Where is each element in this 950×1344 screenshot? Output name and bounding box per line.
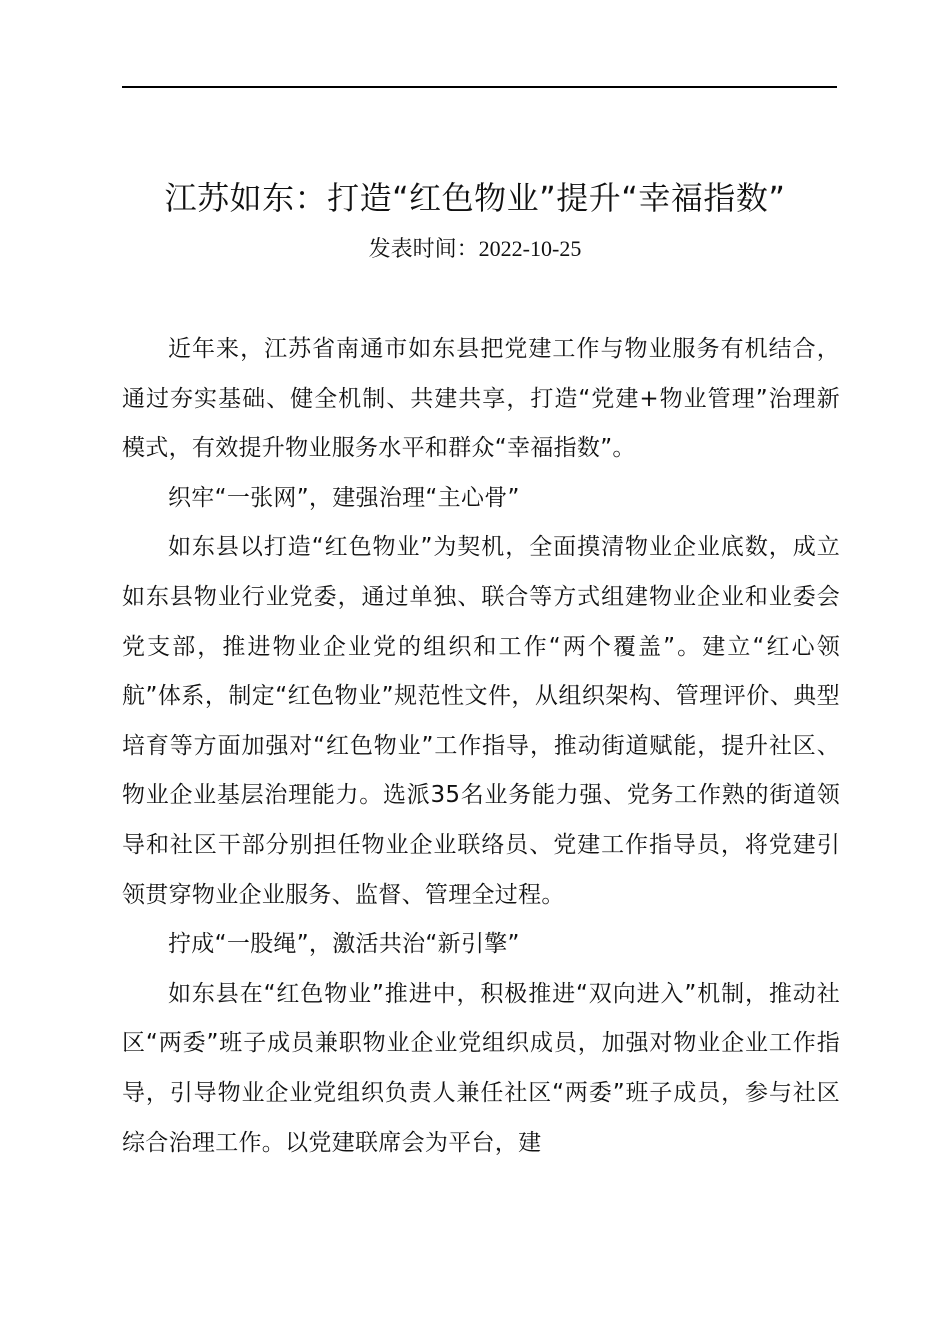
section-heading-2: 拧成“一股绳”，激活共治“新引擎”: [168, 931, 520, 958]
date-label: 发表时间：: [368, 237, 479, 262]
section-heading-1: 织牢“一张网”，建强治理“主心骨”: [168, 484, 520, 511]
article-body: [122, 325, 840, 1168]
paragraph-intro: 近年来，江苏省南通市如东县把党建工作与物业服务有机结合，通过夯实基础、健全机制、共建共享，打造“党建+物业管理”治理新模式，有效提升物业服务水平和群众“幸福指数”。: [122, 336, 840, 462]
header-rule: [122, 86, 837, 88]
paragraph-section-1: 如东县以打造“红色物业”为契机，全面摸清物业企业底数，成立如东县物业行业党委，通过单独、联合等方式组建物业企业和业委会党支部，推进物业企业党的组织和工作“两个覆盖”。建立“红心领航”体系，制定“红色物业”规范性文件，从组织架构、管理评价、典型培育等方面加强对“红色物业”工作指导，推动街道赋能，提升社区、物业企业基层治理能力。选派35名业务能力强、党务工作熟的街道领导和社区干部分别担任物业企业联络员、党建工作指导员，将党建引领贯穿物业企业服务、监督、管理全过程。: [122, 534, 840, 908]
article-title: 江苏如东：打造“红色物业”提升“幸福指数”: [164, 179, 786, 217]
date-value: 2022-10-25: [478, 236, 582, 261]
paragraph-section-2: 如东县在“红色物业”推进中，积极推进“双向进入”机制，推动社区“两委”班子成员兼职物业企业党组织成员，加强对物业企业工作指导，引导物业企业党组织负责人兼任社区“两委”班子成员，参与社区综合治理工作。以党建联席会为平台，建: [122, 980, 840, 1156]
publish-date: [0, 232, 950, 267]
